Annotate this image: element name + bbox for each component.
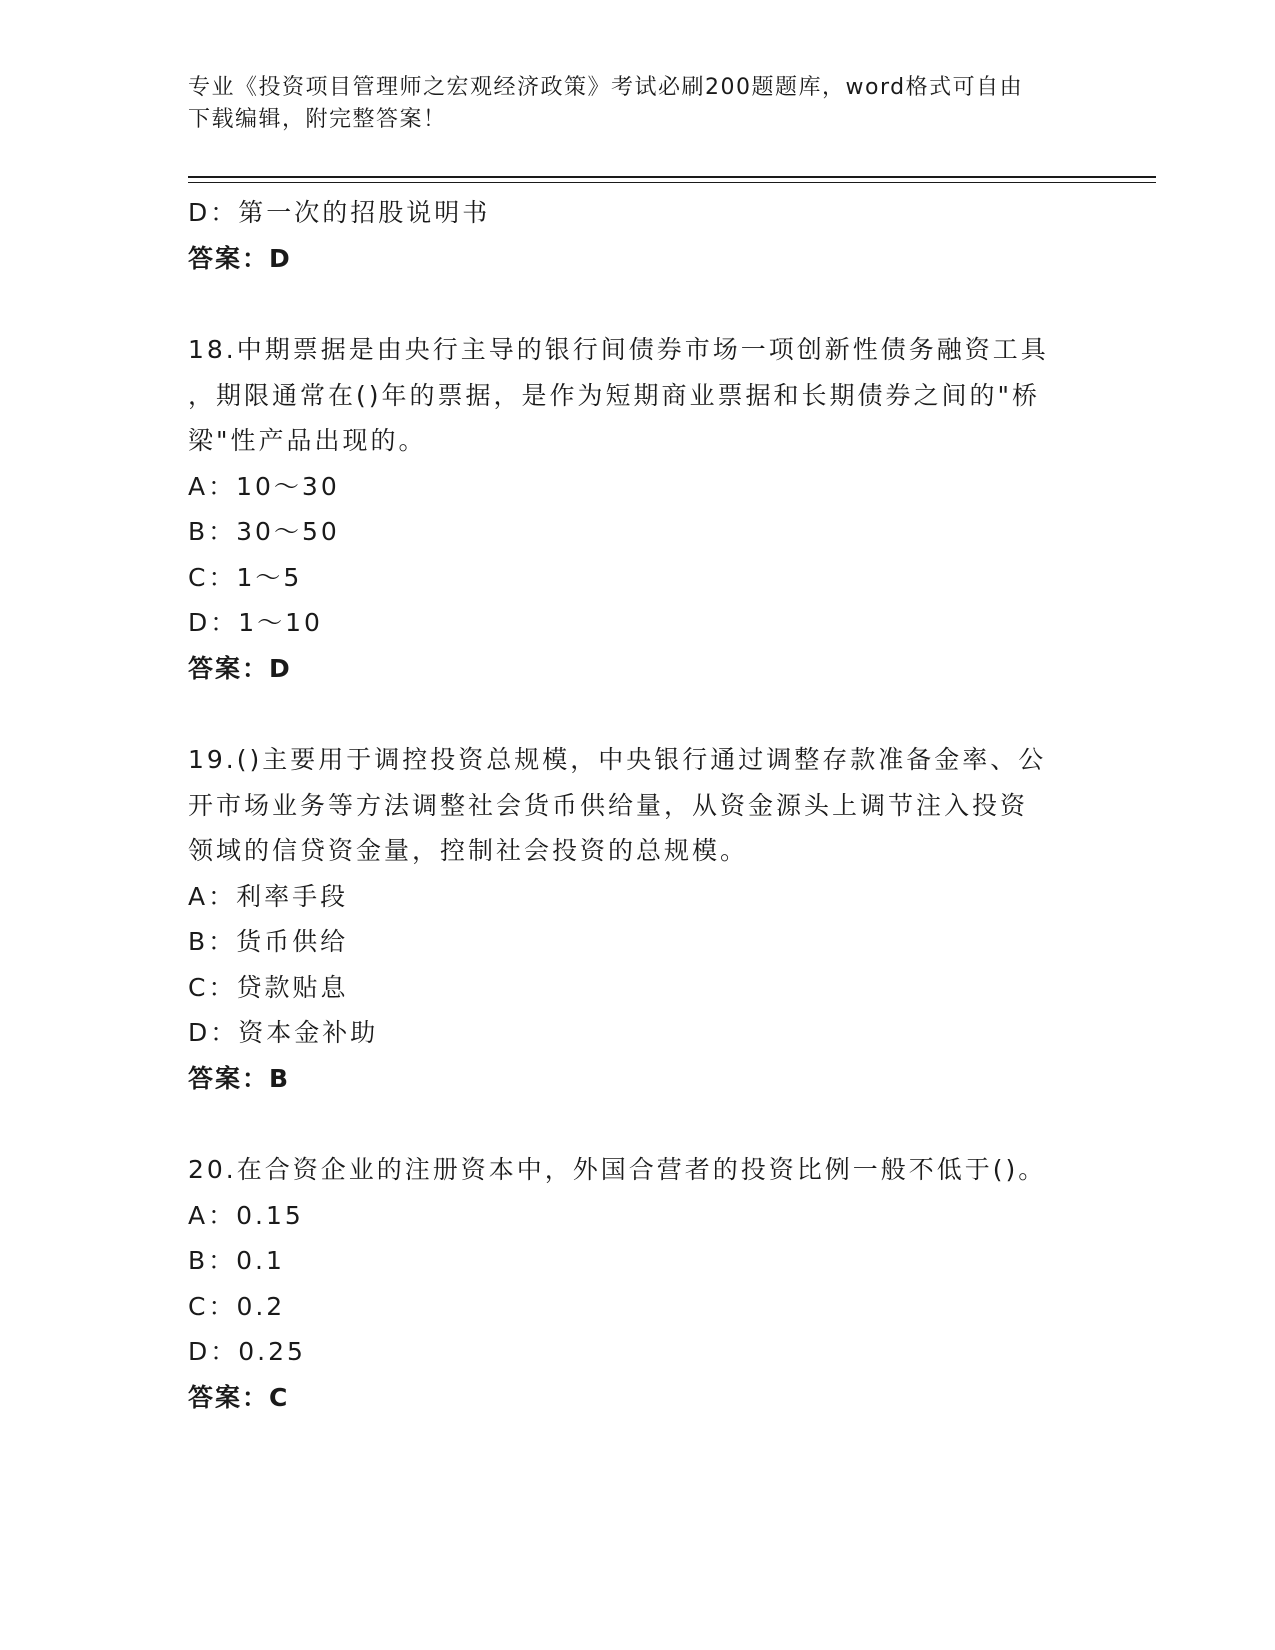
option-c: C：贷款贴息 [188,972,349,1002]
question-stem-line: 19.()主要用于调控投资总规模，中央银行通过调整存款准备金率、公 [188,745,1047,774]
option-b: B：货币供给 [188,927,349,956]
question-stem-line: 20.在合资企业的注册资本中，外国合营者的投资比例一般不低于()。 [188,1155,1047,1184]
header-line-2: 下载编辑，附完整答案！ [188,107,447,132]
answer-line: 答案：B [188,1063,291,1093]
option-d: D：资本金补助 [188,1018,379,1047]
question-stem-line: 梁"性产品出现的。 [188,426,427,455]
document-body [188,190,1088,1466]
header-line-1: 专业《投资项目管理师之宏观经济政策》考试必刷200题题库，word格式可自由 [188,75,1024,100]
option-c: C：1～5 [188,562,303,592]
question-stem-line: 领域的信贷资金量，控制社会投资的总规模。 [188,836,749,865]
option-d: D：第一次的招股说明书 [188,198,491,227]
option-a: A：10～30 [188,471,340,501]
question-stem-line: 18.中期票据是由央行主导的银行间债券市场一项创新性债务融资工具 [188,335,1049,364]
option-d: D：1～10 [188,608,323,637]
option-d: D：0.25 [188,1337,306,1366]
question-18 [188,327,1088,691]
question-stem-line: ，期限通常在()年的票据，是作为短期商业票据和长期债券之间的"桥 [188,380,1041,410]
answer-line: 答案：D [188,653,292,683]
option-a: A：利率手段 [188,881,349,911]
question-20 [188,1147,1088,1420]
option-c: C：0.2 [188,1291,286,1321]
answer-line: 答案：D [188,243,292,273]
option-a: A：0.15 [188,1200,304,1230]
document-header [188,72,1078,136]
previous-question-tail [188,190,1088,281]
option-b: B：0.1 [188,1246,285,1275]
header-divider-thin [188,182,1156,183]
option-b: B：30～50 [188,517,340,546]
question-19 [188,737,1088,1101]
header-divider-thick [188,176,1156,178]
answer-line: 答案：C [188,1382,290,1412]
question-stem-line: 开市场业务等方法调整社会货币供给量，从资金源头上调节注入投资 [188,790,1029,820]
